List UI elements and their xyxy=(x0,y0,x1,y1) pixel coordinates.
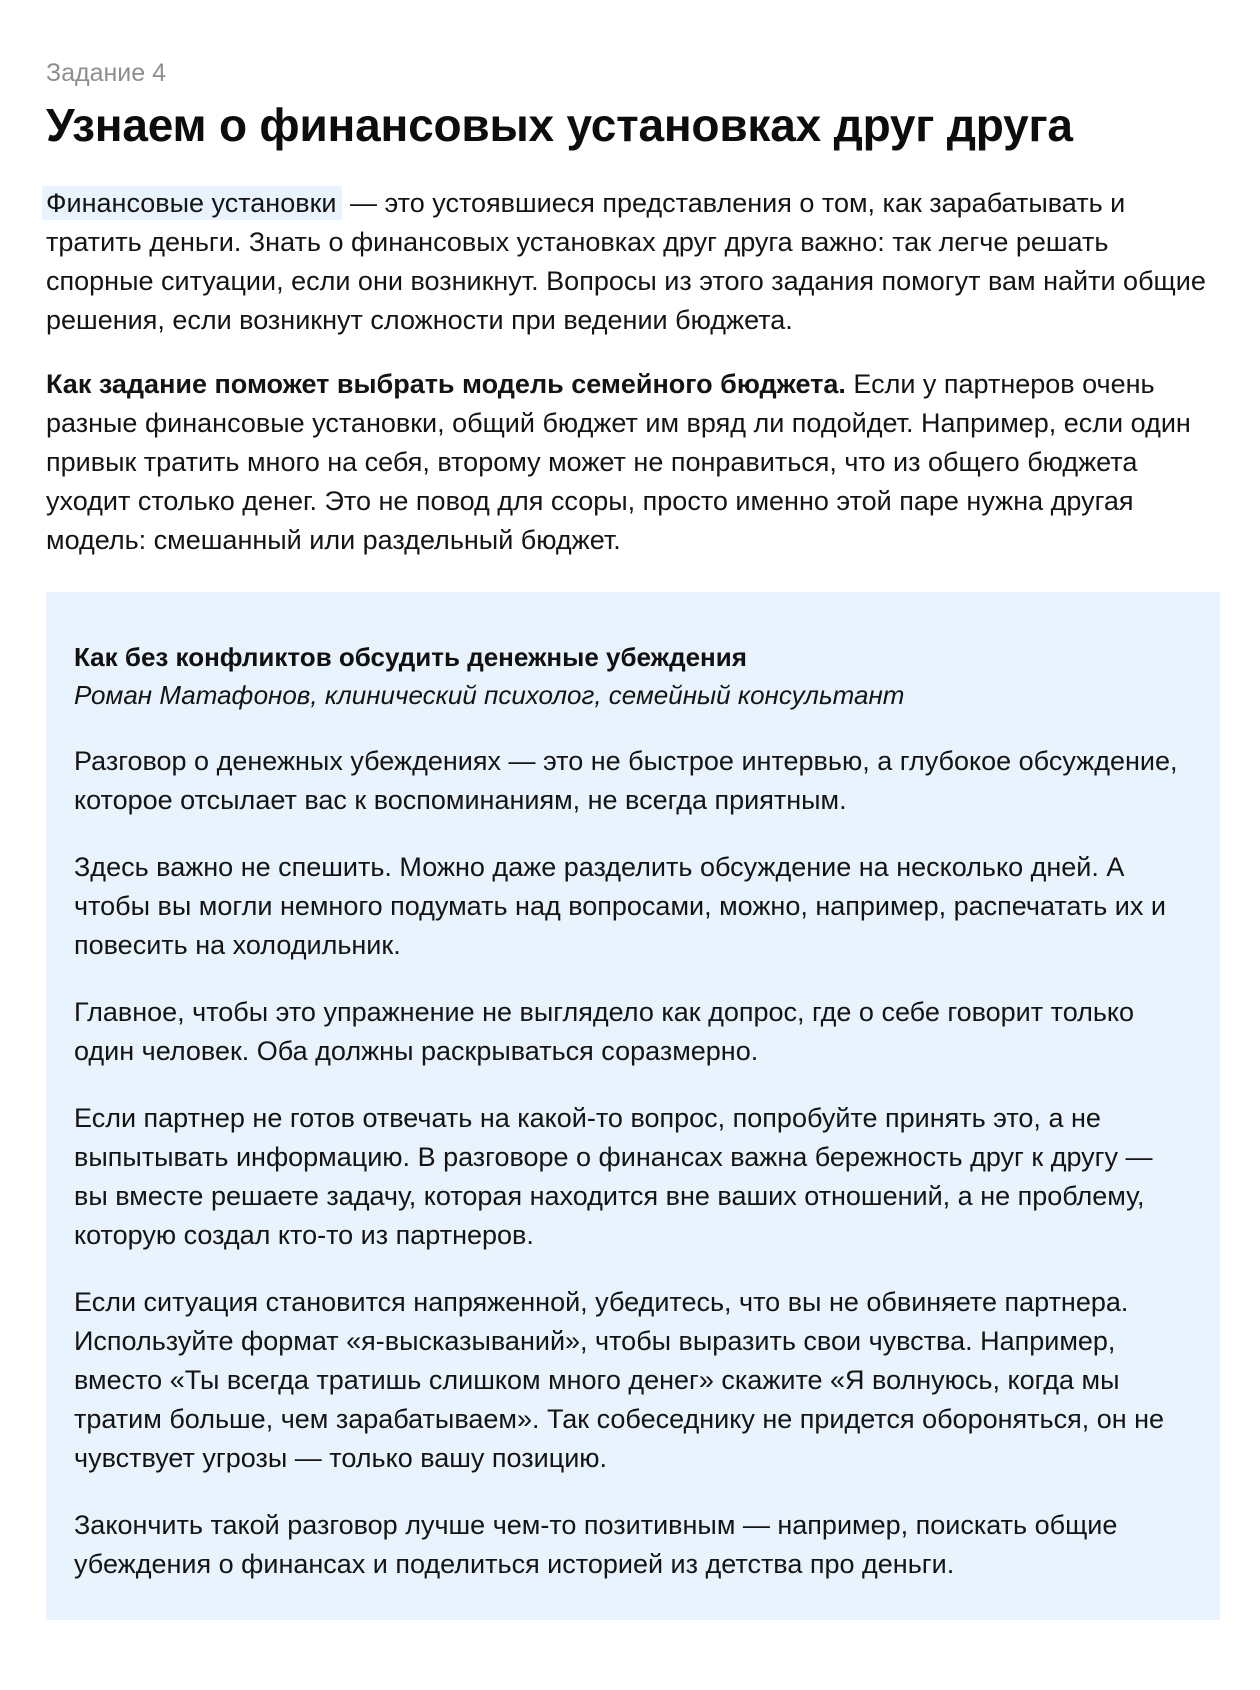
intro-paragraph-2-lead: Как задание поможет выбрать модель семейного бюджета. xyxy=(46,369,846,399)
callout-author: Роман Матафонов, клинический психолог, семейный консультант xyxy=(74,680,905,710)
callout-paragraph: Разговор о денежных убеждениях — это не быстрое интервью, а глубокое обсуждение, которое отсылает вас к воспоминаниям, не всегда приятным. xyxy=(74,746,1178,815)
intro-paragraph-1-text: — это устоявшиеся представления о том, как зарабатывать и тратить деньги. Знать о финансовых установках друг друга важно: так легче решать спорные ситуации, если они возникнут. Вопросы из этого задания помогут вам найти общие решения, если возникнут сложности при ведении бюджета. xyxy=(46,188,1206,335)
callout-paragraph: Главное, чтобы это упражнение не выглядело как допрос, где о себе говорит только один человек. Оба должны раскрываться соразмерно. xyxy=(74,997,1135,1066)
intro-paragraph-2-text: Если у партнеров очень разные финансовые установки, общий бюджет им вряд ли подойдет. Например, если один привык тратить много на себя, второму может не понравиться, что из общего бюджета уходит столько денег. Это не повод для ссоры, просто именно этой паре нужна другая модель: смешанный или раздельный бюджет. xyxy=(46,369,1191,555)
callout-title: Как без конфликтов обсудить денежные убеждения xyxy=(74,642,747,672)
term-link-financial-attitudes[interactable]: Финансовые установки xyxy=(42,186,342,220)
callout-paragraph: Здесь важно не спешить. Можно даже разделить обсуждение на несколько дней. А чтобы вы могли немного подумать над вопросами, можно, например, распечатать их и повесить на холодильник. xyxy=(74,852,1166,960)
page-title: Узнаем о финансовых установках друг друга xyxy=(46,99,1073,151)
task-label: Задание 4 xyxy=(46,59,167,87)
expert-callout xyxy=(46,592,1220,1620)
intro-paragraph-1 xyxy=(46,184,1214,340)
intro-paragraph-2 xyxy=(46,365,1214,560)
callout-paragraph: Закончить такой разговор лучше чем-то позитивным — например, поискать общие убеждения о финансах и поделиться историей из детства про деньги. xyxy=(74,1510,1118,1579)
callout-paragraph: Если партнер не готов отвечать на какой-то вопрос, попробуйте принять это, а не выпытывать информацию. В разговоре о финансах важна бережность друг к другу — вы вместе решаете задачу, которая находится вне ваших отношений, а не проблему, которую создал кто-то из партнеров. xyxy=(74,1103,1153,1250)
callout-paragraph: Если ситуация становится напряженной, убедитесь, что вы не обвиняете партнера. Используйте формат «я-высказываний», чтобы выразить свои чувства. Например, вместо «Ты всегда тратишь слишком много денег» скажите «Я волнуюсь, когда мы тратим больше, чем зарабатываем». Так собеседнику не придется обороняться, он не чувствует угрозы — только вашу позицию. xyxy=(74,1287,1165,1473)
